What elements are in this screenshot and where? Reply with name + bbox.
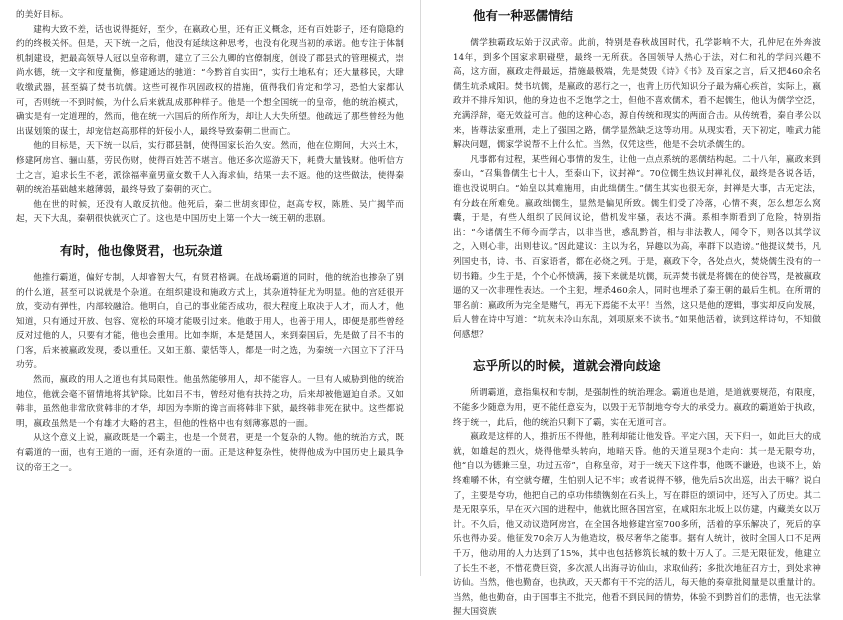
paragraph: 他推行霸道，偏好专制，人却睿智大气，有贤君格调。在战场霸道的同时，他的统治也掺杂了别的什么道，甚至可以说就是个杂道。在组织建设和施政方式上，其杂道特征尤为明显。他的宫廷很开放，变动有弹性，内部较融洽。他明白，自己的事业能否成功，很大程度上取决于人才，而人才，他知道，只有通过开放、包容、宽松的环境才能吸引过来。他敢于用人，也善于用人，即便是那些曾经反对过他的人，只要有才能，他也会重用。比如李斯，本是楚国人，来到秦国后，先是做了吕不韦的门客，后来被嬴政发现，委以重任。又如王翦、蒙恬等人，都是一时之选，为秦统一六国立下了汗马功劳。 <box>16 272 404 371</box>
paragraph: 嬴政是这样的人，推折压不得他，胜利却能让他发昏。平定六国，天下归一，如此巨大的成就，如雄起的烈火，烧得他晕头转向，地暗天昏。他的天道呈现3个走向：其一是无限夸功，他“自以为德兼三皇，功过五帝”，自称皇帝，对于一统天下这件事，他既不谦逊，也谈不上，始终难嚼不休，有空就夸耀，生怕别人记不牢；或者说得不够，他先后5次出巡，出去干嘛？说白了，主要是夸功，他把自己的卓功伟绩镌刻在石头上，写在群臣的颂词中，还写入了历史。其二是无限享乐，早在灭六国的进程中，他就比照各国宫室，在咸阳东北坂上以仿建，内藏美女以万计。不久后，他又动议造阿房宫，在全国各地修建宫室700多所，活着的享乐解决了，死后的享乐也得办妥。他征发70余万人为他造坟，极尽奢华之能事。据有人统计，彼时全国人口不足两千万，他动用的人力达到了15%，其中也包括修筑长城的数十万人了。三是无限征发，他建立了长生不老，不惜花费巨资，多次派人出海寻访仙山，求取仙药；多批次地征召方士，到处求神访仙。当然，他也勤奋，也执政，天天都有干不完的活儿，每天他的奏章批阅量是以重量计的。当然，他也勤奋，由于国事主不批完，他看不到民间的情势，体验不到黔首们的悲情，也无法掌握大国资族 <box>453 432 821 618</box>
section-heading: 他有一种恶儒情结 <box>473 8 574 23</box>
right-page <box>421 0 843 618</box>
paragraph: 从这个意义上说，嬴政既是一个霸主，也是一个贤君，更是一个复杂的人物。他的统治方式，既有霸道的一面，也有王道的一面，还有杂道的一面。正是这种复杂性，使得他成为中国历史上最具争议的帝王之一。 <box>16 433 404 473</box>
paragraph: 的美好目标。 <box>16 10 69 20</box>
right-column <box>453 8 821 618</box>
paragraph: 儒学独霸政坛始于汉武帝。此前，特别是春秋战国时代，孔学影响不大，孔仲尼在外奔波14年，到多个国家求职碰壁，最终一无所获。各国领导人热心于法，对仁和礼的学问兴趣不高，这方面，嬴政走得最远，措施最极端，先是焚毁《诗》《书》及百家之言，后又把460余名儒生坑杀咸阳。焚书坑儒，是嬴政的恶行之一，也背上历代知识分子最为痛心疾首，实际上，嬴政并不排斥知识，他的身边也不乏饱学之士，但他不喜欢儒术，看不起儒生，他认为儒学空泛，充满浮辞，毫无效益可言。他的这种心态，源自传统和现实的两面合击。从传统看，秦自孝公以来，皆尊法家重刑，走上了强国之路，儒学显然缺乏这等功用。从现实看，天下初定，唯武力能解决问题，儒家学说帮不上什么忙。当然，仅凭这些，他是不会坑杀儒生的。 <box>453 38 821 151</box>
paragraph: 他的目标是，天下统一以后，实行郡县制，使得国家长治久安。然而，他在位期间，大兴土木，修建阿房宫、骊山墓，劳民伤财，使得百姓苦不堪言。他还多次巡游天下，耗费大量钱财。他听信方士之言，追求长生不老，派徐福率童男童女数千人入海求仙，结果一去不返。他的这些做法，使得秦朝的统治基础越来越薄弱，最终导致了秦朝的灭亡。 <box>16 141 404 196</box>
paragraph: 建构大致不差，话也说得挺好，至少，在嬴政心里，还有正义概念，还有百姓影子，还有隐隐约约的终极关怀。但是，天下统一之后，他没有延续这种思考，也没有化现当初的承诺。他专注于体制机制建设，把最高领导人冠以皇帝称谓，建立了三公九卿的官僚制度，创设了郡县式的管理模式，崇尚水德，统一文字和度量衡，修建通达的驰道：“今黔首自实田”，实行土地私有；还大量移民，大肆收缴武器，甚至搞了焚书坑儒。这些可视作巩固政权的措施，值得我们肯定和学习，恐怕大家都认可，否则统一不到时候，为什么后来就乱成那种样子。他是一个想全国统一的皇帝，他的统治模式，确实是有一定道理的，然而，他在统一六国后的所作所为，却让人大失所望。他疏远了那些曾经为他出谋划策的谋士，却宠信赵高那样的奸佞小人，最终导致秦朝二世而亡。 <box>16 24 404 137</box>
paragraph: 凡事都有过程，某些闹心事情的发生，让他一点点系统的恶儒结构起。二十八年，嬴政来到泰山，“召集鲁儒生七十人，至泰山下，议封禅”。70位儒生热议封禅礼仪，最终是各说各话，谁也没说明白。“始皇以其难施用，由此绌儒生。”儒生其实也很无奈，封禅是大事，古无定法，有分歧在所难免。嬴政绌儒生，显然是偏见所致。儒生们受了冷落，心情不爽，怎么想怎么窝囊，于是，有些人组织了民间议论，借机发牢骚，表达不满。系相李斯看到了危险，特别指出：“今诸儒生不师今而学古，以非当世，惑乱黔首，相与非法教人，闻令下，则各以其学议之，入则心非，出则巷议。”因此建议：主以为名，异趣以为高，率群下以造谤。”他提议焚书，凡列国史书，诗、书、百家语者，都在必烧之列。于是，嬴政下令，各处点火，焚烧儒生没有的一切书籍。少生于是，个个心怀愤满，接下来就是坑儒，玩弄焚书就是将儒在的使谷骂，是被嬴政逼的又一次非理性表达。一个主犯，埋杀460余人，同时也埋杀了秦王朝的最后生机。在所谓的罪名前：嬴政所为完全是赌气，再无下焉能不太平！当然，这只是他的逻辑，事实却反向发展，后人曾在诗中写道：“坑灰未冷山东乱，刘项原来不读书。”如果他活着，读到这样诗句，不知做何感想？ <box>453 154 821 340</box>
left-column <box>16 8 404 576</box>
section-heading: 有时，他也像贤君，也玩杂道 <box>60 242 223 258</box>
section-heading: 忘乎所以的时候，道就会滑向歧途 <box>473 358 661 374</box>
left-page <box>0 0 420 576</box>
paragraph: 所谓霸道，意指集权和专制，是强制性的统治理念。霸道也是道，是道就要规范，有限度，不能多少随意为用，更不能任意妄为，以毁于无节制地夸夸大的承受力。嬴政的霸道始于执政，终于统一，此后，他的统治只剩下了霸，实在无道可言。 <box>453 388 821 428</box>
paragraph: 然而，嬴政的用人之道也有其局限性。他虽然能够用人，却不能容人。一旦有人威胁到他的统治地位，他就会毫不留情地将其铲除。比如吕不韦，曾经对他有扶持之功，后来却被他逼迫自杀。又如韩非，虽然他非常欣赏韩非的才华，却因为李斯的谗言而将韩非下狱，最终韩非死在狱中。这些都说明，嬴政虽然是一个有雄才大略的君主，但他的性格中也有刻薄寡恩的一面。 <box>16 375 404 429</box>
paragraph: 他在世的时候，还没有人敢反抗他。他死后，秦二世胡亥即位，赵高专权，陈胜、吴广揭竿而起，天下大乱，秦朝很快就灭亡了。这也是中国历史上第一个大一统王朝的悲剧。 <box>16 199 404 225</box>
